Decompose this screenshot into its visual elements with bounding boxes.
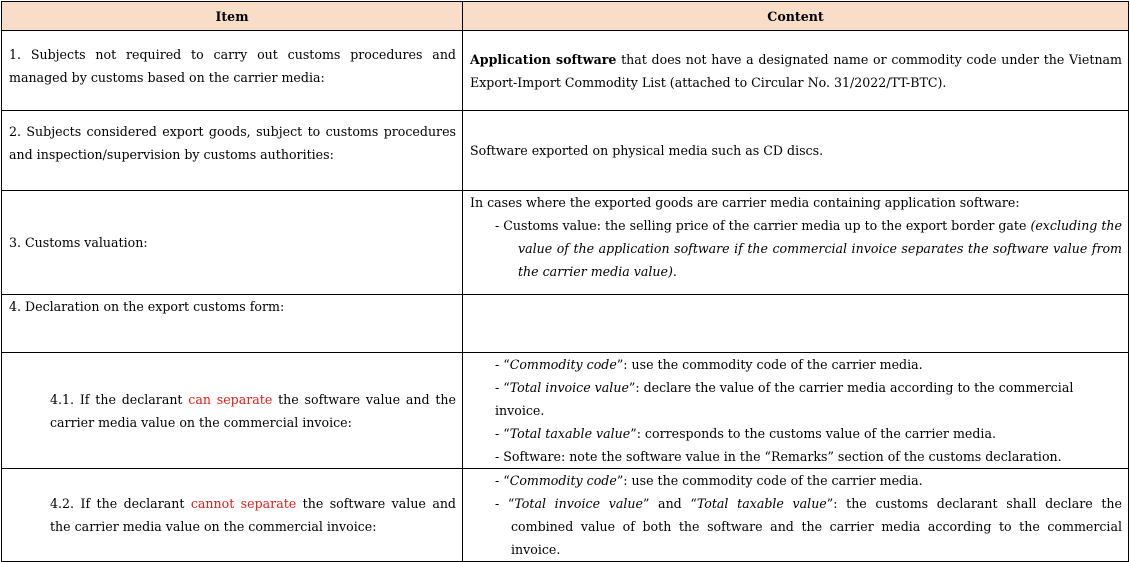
bullet-text: ”: use the commodity code of the carrier media.	[616, 357, 923, 372]
bullet-dash: - “	[495, 357, 510, 372]
bullet-text: ”: declare the value of the carrier media according to the commercial invoice.	[495, 380, 1074, 418]
list-item	[470, 214, 1122, 283]
list-item	[495, 422, 1122, 445]
content-cell	[463, 111, 1129, 191]
list-item	[495, 376, 1122, 422]
field-name: Commodity code	[509, 473, 617, 488]
item-text: 1. Subjects not required to carry out customs procedures and managed by customs based on the carrier media:	[9, 47, 456, 85]
field-name: Commodity code	[509, 357, 617, 372]
column-header-content: Content	[463, 2, 1129, 31]
bullet-dash: - “	[495, 380, 510, 395]
bullet-dash: - “	[495, 496, 515, 511]
list-item	[495, 353, 1122, 376]
content-cell	[463, 469, 1129, 562]
item-cell	[2, 191, 463, 295]
bullet-text: ”: the customs declarant shall declare the combined value of both the software and the carrier media according to the commercial invoice.	[511, 496, 1122, 557]
bullet-dash: - “	[495, 426, 510, 441]
table-row	[2, 353, 1129, 469]
item-text-end: the software value and the carrier media value on the commercial invoice:	[50, 496, 456, 534]
item-text-end: the software value and the carrier media value on the commercial invoice:	[50, 391, 456, 430]
list-item: - Software: note the software value in the “Remarks” section of the customs declaration.	[495, 449, 1062, 464]
list-item	[495, 492, 1122, 561]
item-cell	[2, 31, 463, 111]
item-text: 2. Subjects considered export goods, subject to customs procedures and inspection/supervision by customs authorities:	[9, 124, 456, 162]
table-row	[2, 295, 1129, 353]
table-row	[2, 111, 1129, 191]
item-text: 4. Declaration on the export customs form:	[9, 299, 285, 314]
content-cell	[463, 191, 1129, 295]
table-header-row	[2, 2, 1129, 31]
field-name: Total invoice value	[514, 496, 643, 511]
item-cell	[2, 111, 463, 191]
highlight-cannot-separate: cannot separate	[190, 496, 297, 511]
table-row	[2, 31, 1129, 111]
item-cell	[2, 295, 463, 353]
field-name: Total invoice value	[509, 380, 629, 395]
bullet-text: ”: use the commodity code of the carrier media.	[616, 473, 923, 488]
highlight-can-separate: can separate	[188, 391, 273, 407]
bullet-italic-note: (excluding the value of the application software if the commercial invoice separates the software value from the carrier media value)	[518, 218, 1122, 279]
field-name: Total taxable value	[696, 496, 827, 511]
bullet-end: .	[672, 264, 677, 279]
bullet-text: - Customs value: the selling price of the carrier media up to the export border gate	[495, 218, 1031, 233]
table-row	[2, 191, 1129, 295]
item-text: 4.1. If the declarant	[50, 391, 189, 407]
item-cell	[2, 469, 463, 562]
bullet-dash: - “	[495, 473, 510, 488]
content-text: that does not have a designated name or commodity code under the Vietnam Export-Import Commodity List (attached to Circular No. 31/2022/TT-BTC).	[470, 51, 1123, 90]
content-intro: In cases where the exported goods are carrier media containing application software:	[470, 195, 1020, 210]
content-cell	[463, 295, 1129, 353]
content-cell	[463, 353, 1129, 469]
item-text: 3. Customs valuation:	[9, 235, 148, 250]
content-text: Software exported on physical media such as CD discs.	[470, 143, 824, 158]
item-cell	[2, 353, 463, 469]
bullet-text: ” and “	[642, 496, 697, 511]
customs-info-table	[1, 1, 1129, 562]
bullet-text: ”: corresponds to the customs value of the carrier media.	[630, 426, 996, 441]
field-name: Total taxable value	[509, 426, 631, 441]
item-text: 4.2. If the declarant	[50, 496, 191, 511]
list-item	[495, 469, 1122, 492]
table-row	[2, 469, 1129, 562]
content-cell	[463, 31, 1129, 111]
content-bold-term: Application software	[470, 51, 617, 67]
column-header-item: Item	[2, 2, 463, 31]
